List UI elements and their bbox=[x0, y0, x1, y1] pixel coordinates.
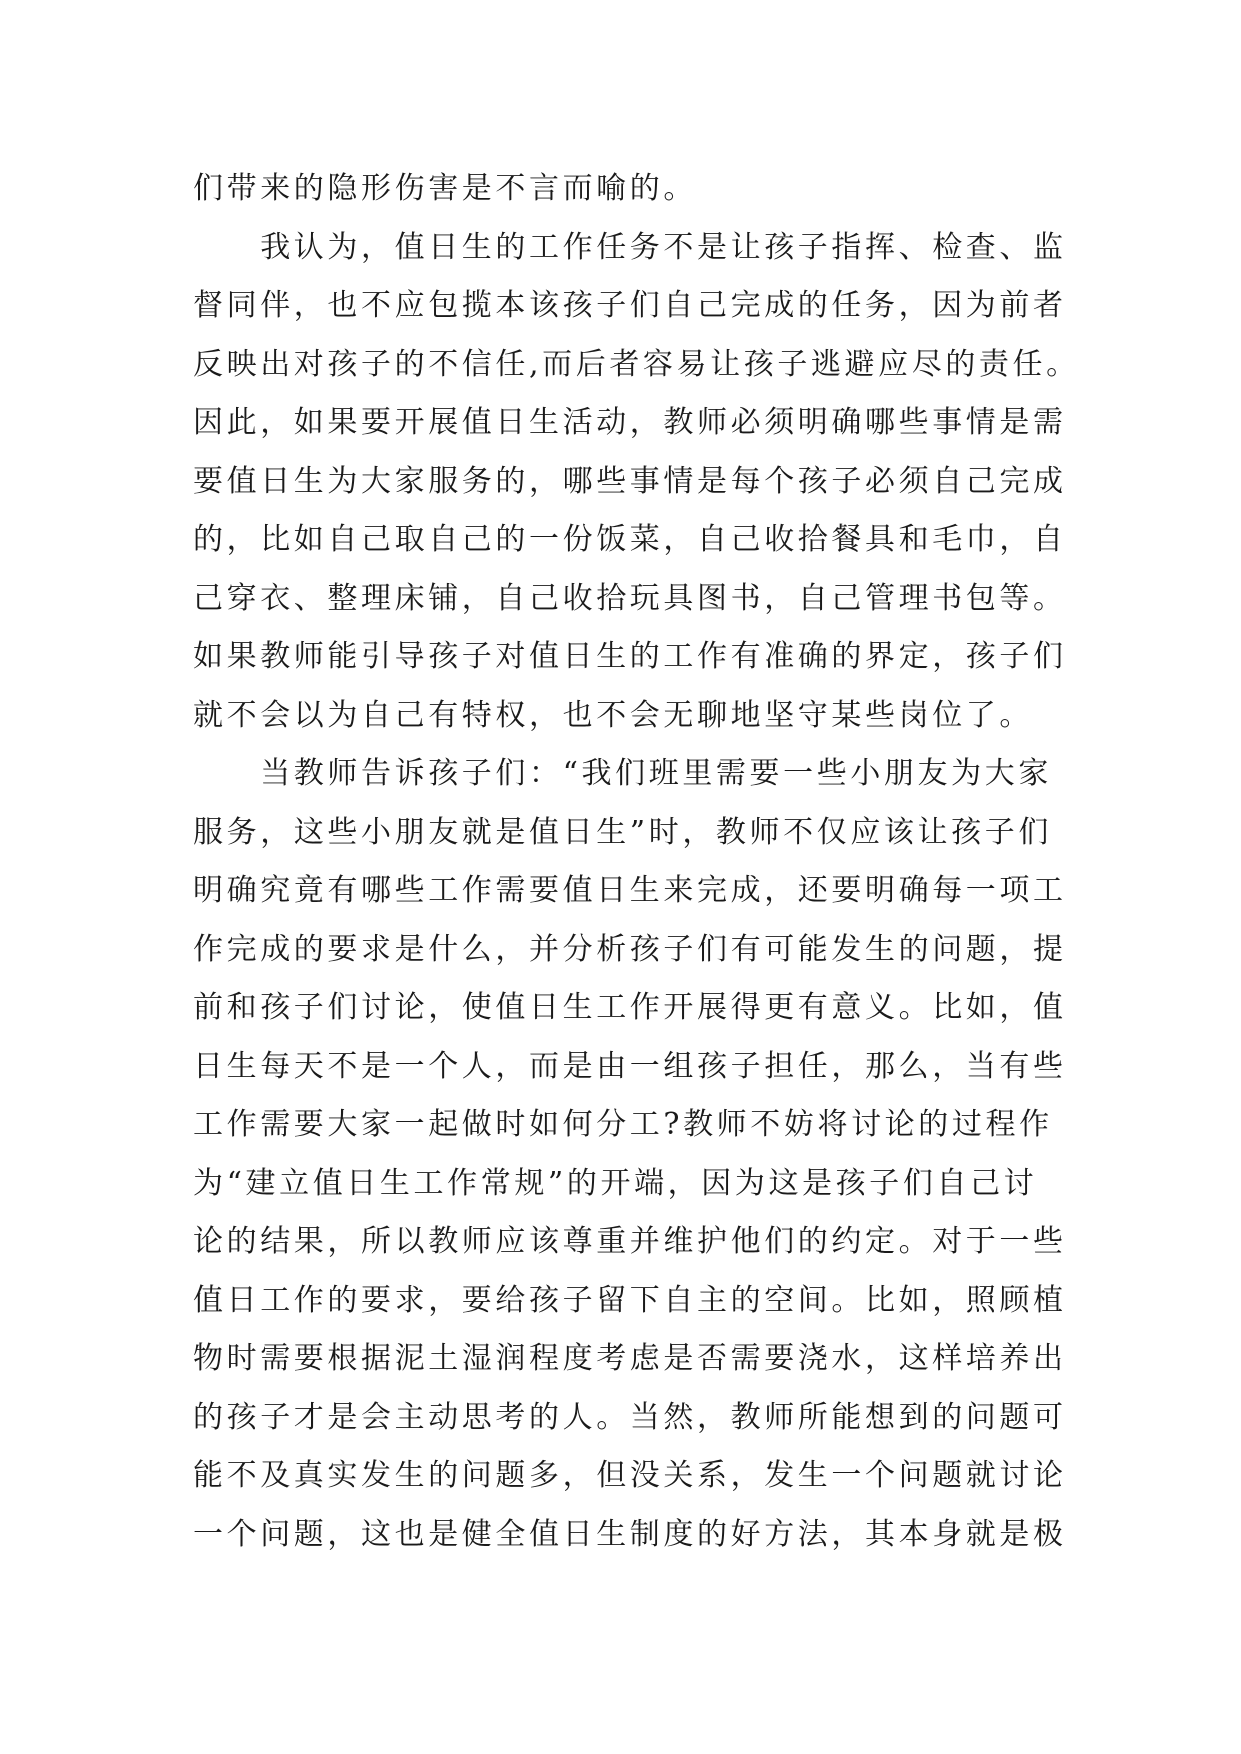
text-line: 如果教师能引导孩子对值日生的工作有准确的界定，孩子们 bbox=[193, 639, 1067, 674]
text-line: 前和孩子们讨论，使值日生工作开展得更有意义。比如，值 bbox=[193, 990, 1067, 1025]
text-line: 督同伴，也不应包揽本该孩子们自己完成的任务，因为前者 bbox=[193, 288, 1067, 323]
text-line: 能不及真实发生的问题多，但没关系，发生一个问题就讨论 bbox=[193, 1458, 1067, 1493]
text-line: 就不会以为自己有特权，也不会无聊地坚守某些岗位了。 bbox=[193, 697, 1033, 733]
text-line: 一个问题，这也是健全值日生制度的好方法，其本身就是极 bbox=[193, 1516, 1067, 1552]
body-text bbox=[193, 160, 1080, 1564]
text-line: 工作需要大家一起做时如何分工?教师不妨将讨论的过程作 bbox=[193, 1107, 1053, 1142]
text-line: 我认为，值日生的工作任务不是让孩子指挥、检查、监 bbox=[193, 229, 1067, 265]
text-line: 日生每天不是一个人，而是由一组孩子担任，那么，当有些 bbox=[193, 1048, 1067, 1084]
text-line: 己穿衣、整理床铺，自己收拾玩具图书，自己管理书包等。 bbox=[193, 580, 1067, 616]
text-line: 值日工作的要求，要给孩子留下自主的空间。比如，照顾植 bbox=[193, 1282, 1067, 1318]
text-line: 因此，如果要开展值日生活动，教师必须明确哪些事情是需 bbox=[193, 405, 1067, 440]
text-line: 们带来的隐形伤害是不言而喻的。 bbox=[193, 171, 697, 206]
text-line: 服务，这些小朋友就是值日生”时，教师不仅应该让孩子们 bbox=[193, 814, 1052, 850]
text-line: 要值日生为大家服务的，哪些事情是每个孩子必须自己完成 bbox=[193, 463, 1067, 499]
text-line: 的，比如自己取自己的一份饭菜，自己收拾餐具和毛巾，自 bbox=[193, 522, 1067, 557]
text-line: 反映出对孩子的不信任,而后者容易让孩子逃避应尽的责任。 bbox=[193, 346, 1080, 382]
text-line: 当教师告诉孩子们：“我们班里需要一些小朋友为大家 bbox=[193, 756, 1052, 791]
text-line: 的孩子才是会主动思考的人。当然，教师所能想到的问题可 bbox=[193, 1399, 1067, 1435]
text-line: 论的结果，所以教师应该尊重并维护他们的约定。对于一些 bbox=[193, 1224, 1067, 1259]
text-line: 为“建立值日生工作常规”的开端，因为这是孩子们自己讨 bbox=[193, 1165, 1038, 1201]
text-line: 物时需要根据泥土湿润程度考虑是否需要浇水，这样培养出 bbox=[193, 1341, 1067, 1376]
text-line: 明确究竟有哪些工作需要值日生来完成，还要明确每一项工 bbox=[193, 873, 1067, 908]
text-line: 作完成的要求是什么，并分析孩子们有可能发生的问题，提 bbox=[193, 931, 1067, 967]
